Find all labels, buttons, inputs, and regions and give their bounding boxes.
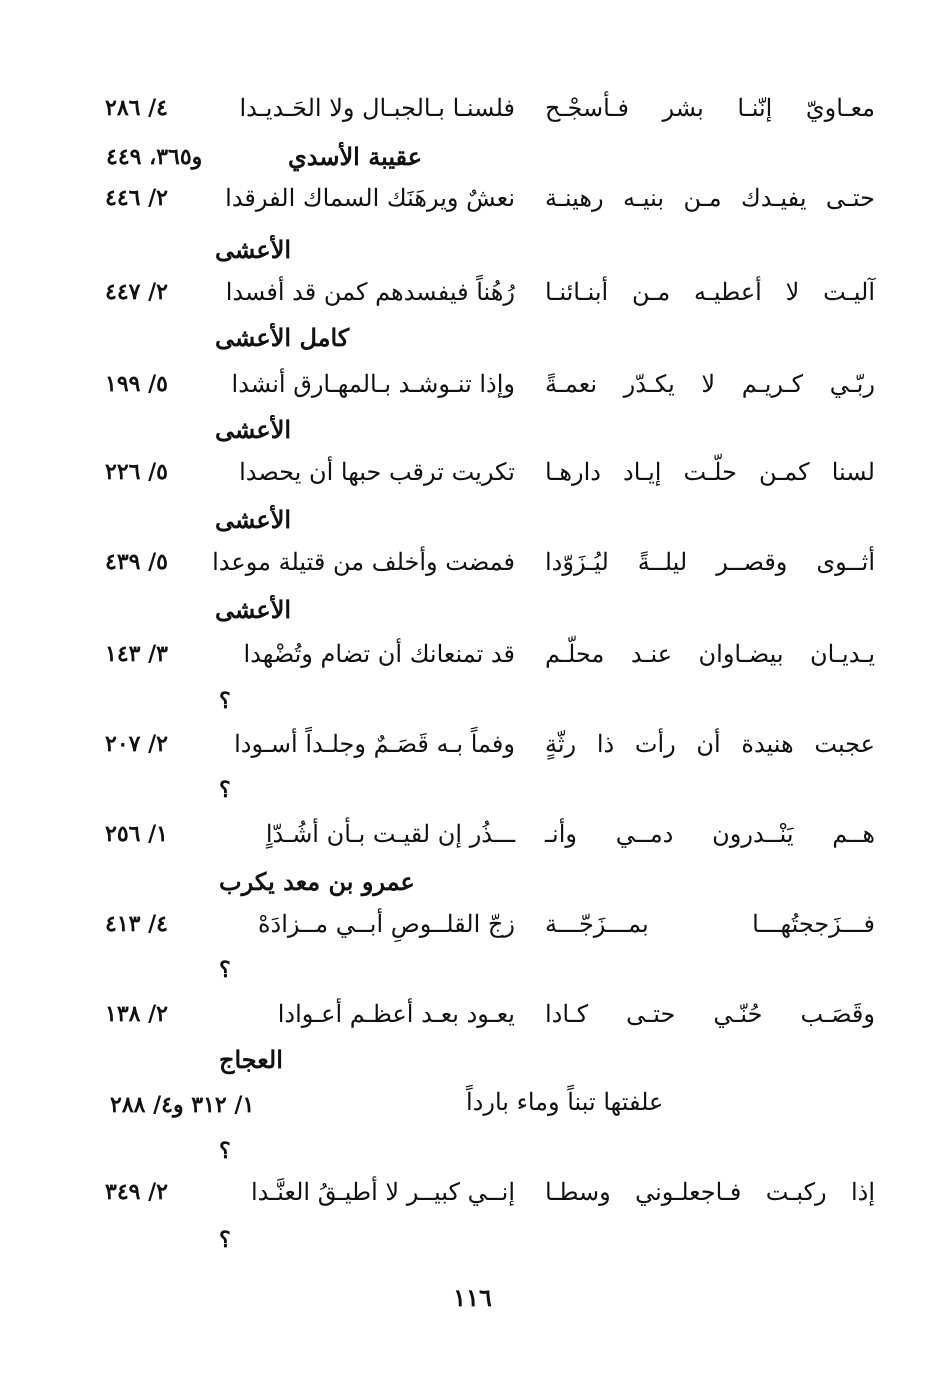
verse-first-hemistich: ربّـي كـريـم لا يكـدّر نعمـةً [545, 370, 875, 398]
verse-line [95, 270, 885, 314]
verse-second-hemistich: وإذا تنـوشـد بـالمهـارق أنشدا [231, 370, 515, 398]
verse-first-hemistich: هــم يَنْــدرون دمــي وأنـ [545, 820, 875, 848]
poet-name: كامل الأعشى [215, 323, 350, 352]
verse-second-hemistich: يعـود بعـد أعظـم أعـوادا [277, 1000, 515, 1028]
poet-name: عقيبة الأسدي [288, 142, 423, 171]
verse-first-hemistich: أثــوى وقصــر ليلــةً ليُـزَوّدا [545, 548, 875, 576]
verse-line [95, 902, 885, 946]
verse-line [95, 450, 885, 494]
verse-line [95, 812, 885, 856]
verse-line [95, 992, 885, 1036]
unknown-poet-mark: ؟ [219, 957, 231, 983]
verse-line [95, 86, 885, 130]
unknown-poet-mark: ؟ [219, 1227, 231, 1253]
verse-line [95, 632, 885, 676]
verse-reference: ١/ ٢٥٦ [105, 821, 168, 847]
unknown-poet-mark: ؟ [219, 1138, 231, 1164]
verse-reference: ٢/ ٣٤٩ [105, 1179, 168, 1205]
poet-extra-references: و٣٦٥، ٤٤٩ [106, 144, 203, 170]
verse-second-hemistich: نعشٌ ويرهَنَك السماك الفرقدا [225, 184, 515, 212]
verse-reference: ٣/ ١٤٣ [105, 641, 168, 667]
verse-reference: ٥/ ٢٢٦ [105, 459, 168, 485]
poet-name: الأعشى [215, 235, 292, 264]
verse-line [95, 540, 885, 584]
poet-name: عمرو بن معد يكرب [219, 867, 415, 896]
poet-name: الأعشى [215, 595, 292, 624]
verse-reference: ٤/ ٤١٣ [105, 911, 168, 937]
verse-line [95, 722, 885, 766]
verse-second-hemistich: تكريت ترقب حبها أن يحصدا [239, 458, 515, 486]
verse-line [95, 362, 885, 406]
unknown-poet-mark: ؟ [219, 688, 231, 714]
verse-first-hemistich: لسنا كمـن حلّـت إيـاد دارهـا [545, 458, 875, 486]
single-verse-reference: ١/ ٣١٢ و٤/ ٢٨٨ [110, 1092, 255, 1118]
poet-name: الأعشى [215, 505, 292, 534]
verse-first-hemistich: حتـى يفيـدك مـن بنيـه رهينـة [545, 184, 875, 212]
verse-second-hemistich: فمضت وأخلف من قتيلة موعدا [212, 548, 515, 576]
poet-name: الأعشى [215, 415, 292, 444]
verse-reference: ٢/ ٢٠٧ [105, 731, 168, 757]
verse-first-hemistich: فـــزَججتُهـــا بمـــزَجّـــة [545, 910, 875, 938]
verse-second-hemistich: رُهُناً فيفسدهم كمن قد أفسدا [225, 278, 515, 306]
verse-reference: ٢/ ١٣٨ [105, 1001, 168, 1027]
verse-reference: ٥/ ١٩٩ [105, 371, 168, 397]
verse-second-hemistich: فلسنـا بـالجبـال ولا الحَـديـدا [239, 94, 515, 122]
single-verse-text: علفتها تبناً وماء بارداً [466, 1088, 664, 1116]
verse-first-hemistich: معـاويّ إنّنـا بشر فـأسجْـح [545, 94, 875, 122]
verse-first-hemistich: إذا ركبـت فـاجعلـوني وسطـا [545, 1178, 875, 1206]
verse-first-hemistich: وقَصَـب حُنّـي حتـى كـادا [545, 1000, 875, 1028]
verse-reference: ٢/ ٤٤٧ [105, 279, 168, 305]
verse-reference: ٤/ ٢٨٦ [105, 95, 168, 121]
verse-line [95, 1170, 885, 1214]
verse-second-hemistich: قد تمنعانك أن تضام وتُضْهدا [243, 640, 515, 668]
verse-reference: ٢/ ٤٤٦ [105, 185, 168, 211]
verse-second-hemistich: وفماً بـه قَصَـمٌ وجلـداً أسـودا [234, 730, 515, 758]
verse-second-hemistich: زجّ القلــوصِ أبــي مــزادَهْ [257, 910, 515, 938]
verse-line [95, 176, 885, 220]
verse-second-hemistich: إنــي كبيــر لا أطيـقُ العنَّـدا [251, 1178, 515, 1206]
verse-second-hemistich: ـــذُر إن لقيـت بـأن أشُـدّاٍ [265, 820, 515, 848]
verse-reference: ٥/ ٤٣٩ [105, 549, 168, 575]
page-number: ١١٦ [453, 1283, 492, 1312]
unknown-poet-mark: ؟ [219, 777, 231, 803]
verse-first-hemistich: آليـت لا أعطيـه مـن أبنـائنـا [545, 278, 875, 306]
verse-first-hemistich: يـديـان بيضـاوان عنـد محلّـم [545, 640, 875, 668]
verse-first-hemistich: عجبت هنيدة أن رأت ذا رثّةٍ [545, 730, 875, 758]
poet-name: العجاج [219, 1045, 283, 1074]
